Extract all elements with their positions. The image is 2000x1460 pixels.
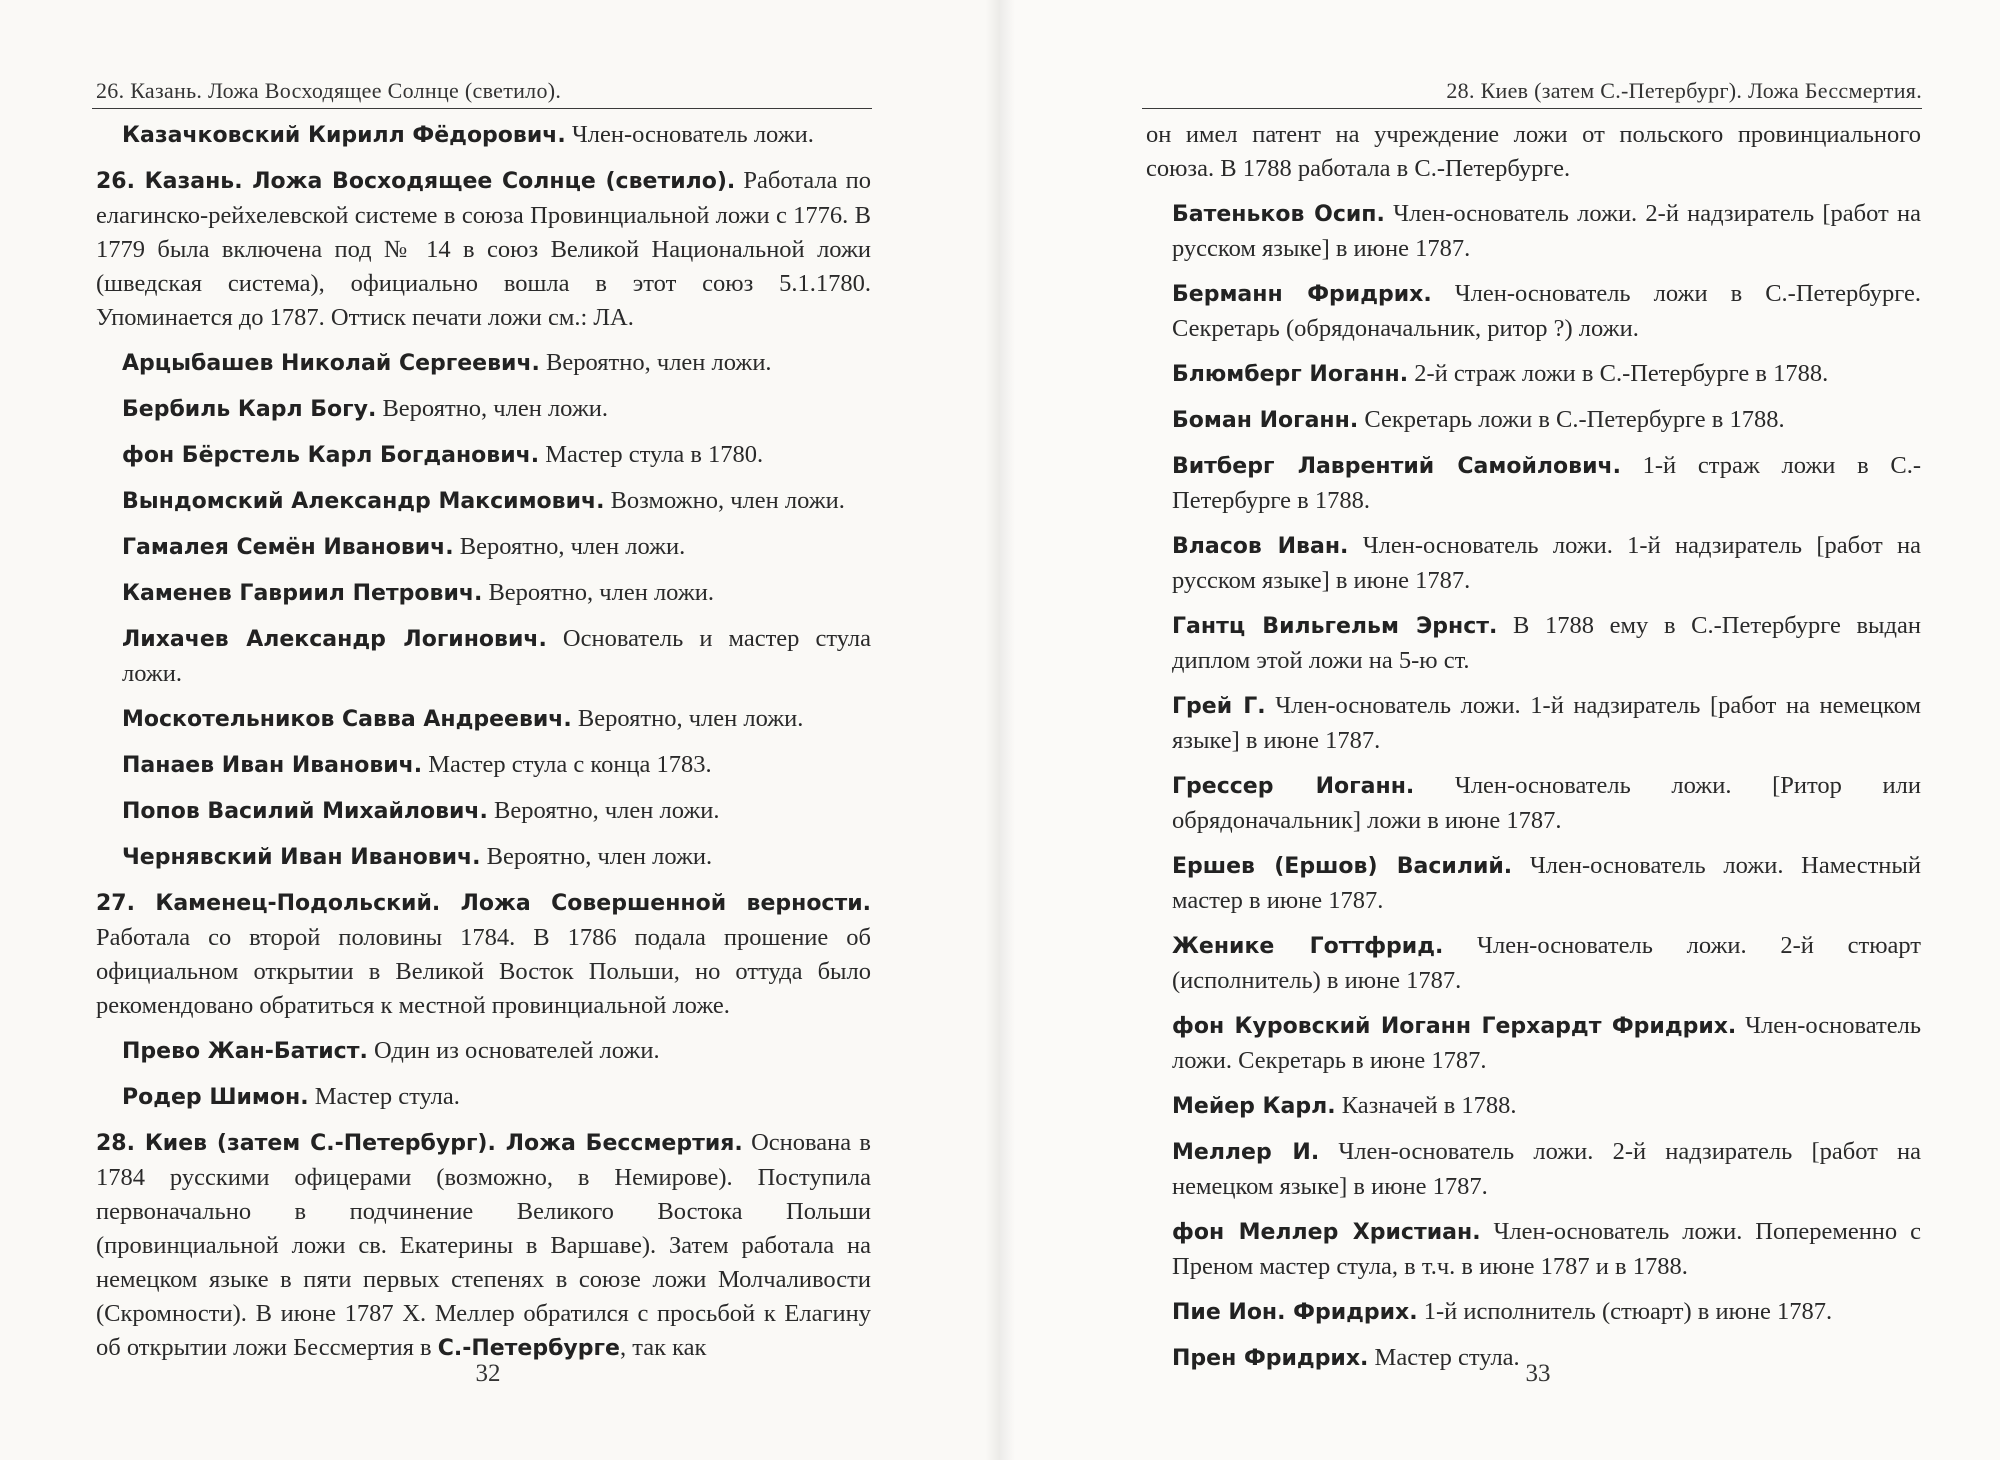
member-description: Вероятно, член ложи.: [482, 579, 714, 606]
member-description: В 1788 ему в С.-Петербурге выдан диплом этой ложи на 5-ю ст.: [1172, 612, 1921, 674]
member-entry: [1146, 689, 1921, 758]
page-number-left: 32: [475, 1360, 501, 1387]
member-name: Батеньков Осип.: [1172, 202, 1385, 227]
member-name: Блюмберг Иоганн.: [1172, 362, 1409, 387]
lodge-description-tail: , так как: [619, 1334, 707, 1361]
emphasized-text: С.-Петербурге: [437, 1336, 620, 1361]
member-entry: [96, 702, 871, 737]
member-entry: [1146, 1089, 1921, 1124]
member-entry: [1146, 929, 1921, 998]
running-head-left: 26. Казань. Ложа Восходящее Солнце (светило).: [96, 78, 562, 103]
member-name: Прево Жан-Батист.: [122, 1039, 368, 1064]
member-description: Член-основатель ложи. [Ритор или обрядоначальник] ложи в июне 1787.: [1172, 772, 1921, 834]
member-description: Возможно, член ложи.: [604, 487, 845, 514]
member-description: Вероятно, член ложи.: [487, 797, 720, 824]
member-entry: [1146, 1009, 1921, 1078]
member-entry: [96, 794, 871, 829]
lodge-description: Основана в 1784 русскими офицерами (возможно, в Немирове). Поступила первоначально в подчинение Великого Востока Польши (провинциальной ложи св. Екатерины в Варшаве). Затем работала на немецком языке в пяти первых степенях в союзе ложи Молчаливости (Скромности). В июне 1787 Х. Меллер обратился с просьбой к Елагину об открытии ложи Бессмертия в: [96, 1129, 871, 1361]
member-entry: [96, 748, 871, 783]
member-name: Пие Ион. Фридрих.: [1172, 1300, 1418, 1325]
member-entry: [96, 346, 871, 381]
lodge-heading: 28. Киев (затем С.-Петербург). Ложа Бессмертия.: [96, 1131, 743, 1156]
member-name: Грессер Иоганн.: [1172, 774, 1415, 799]
member-name: Женике Готтфрид.: [1172, 934, 1444, 959]
running-head-right: 28. Киев (затем С.-Петербург). Ложа Бессмертия.: [1446, 78, 1922, 103]
member-entry: [1146, 1295, 1921, 1330]
member-description: Вероятно, член ложи.: [539, 349, 772, 376]
member-name: Меллер И.: [1172, 1140, 1320, 1165]
member-name: Берманн Фридрих.: [1172, 282, 1432, 307]
lodge-entry: [96, 164, 871, 335]
member-name: Гантц Вильгельм Эрнст.: [1172, 614, 1498, 639]
member-entry: [96, 530, 871, 565]
member-description: Член-основатель ложи. Попеременно с Преном мастер стула, в т.ч. в июне 1787 и в 1788.: [1172, 1218, 1921, 1280]
member-name: Чернявский Иван Иванович.: [122, 845, 481, 870]
member-description: Мастер стула.: [308, 1083, 460, 1110]
member-name: Витберг Лаврентий Самойлович.: [1172, 454, 1621, 479]
member-entry: [1146, 1215, 1921, 1284]
member-name: фон Меллер Христиан.: [1172, 1220, 1481, 1245]
member-description: Член-основатель ложи. 1-й надзиратель [работ на русском языке] в июне 1787.: [1172, 532, 1921, 594]
member-entry: [96, 118, 871, 153]
member-description: Член-основатель ложи в С.-Петербурге. Секретарь (обрядоначальник, ритор ?) ложи.: [1172, 280, 1921, 342]
member-description: Мастер стула с конца 1783.: [422, 751, 712, 778]
member-entry: [1146, 403, 1921, 438]
member-description: Вероятно, член ложи.: [480, 843, 713, 870]
member-description: Член-основатель ложи. Наместный мастер в июне 1787.: [1172, 852, 1921, 914]
member-entry: [1146, 609, 1921, 678]
header-rule-right: [1142, 108, 1922, 109]
member-entry: [1146, 849, 1921, 918]
member-description: Мастер стула.: [1368, 1344, 1520, 1371]
member-name: Арцыбашев Николай Сергеевич.: [122, 351, 540, 376]
member-entry: [96, 622, 871, 691]
member-description: 2-й страж ложи в С.-Петербурге в 1788.: [1408, 360, 1829, 387]
member-entry: [1146, 529, 1921, 598]
member-name: Боман Иоганн.: [1172, 408, 1359, 433]
page-number-right: 33: [1525, 1360, 1551, 1387]
member-description: Член-основатель ложи. 2-й надзиратель [работ на русском языке] в июне 1787.: [1172, 200, 1921, 262]
member-description: Основатель и мастер стула ложи.: [122, 625, 871, 687]
lodge-description: Работала со второй половины 1784. В 1786 подала прошение об официальном открытии в Великой Восток Польши, но оттуда было рекомендовано обратиться к местной провинциальной ложе.: [96, 924, 871, 1019]
member-entry: [1146, 1135, 1921, 1204]
continued-paragraph: он имел патент на учреждение ложи от польского провинциального союза. В 1788 работала в С.-Петербурге.: [1146, 121, 1921, 182]
member-name: Казачковский Кирилл Фёдорович.: [122, 123, 566, 148]
right-page-body: [1146, 118, 1921, 1387]
member-entry: [1146, 277, 1921, 346]
member-name: Власов Иван.: [1172, 534, 1349, 559]
member-description: Вероятно, член ложи.: [453, 533, 686, 560]
member-description: Член-основатель ложи. 1-й надзиратель [работ на немецком языке] в июне 1787.: [1172, 692, 1921, 754]
member-entry: [96, 1080, 871, 1115]
book-gutter: [985, 0, 1015, 1460]
member-name: Ершев (Ершов) Василий.: [1172, 854, 1513, 879]
left-page-body: [96, 118, 871, 1377]
member-entry: [96, 484, 871, 519]
member-entry: [1146, 769, 1921, 838]
lodge-entry: [96, 886, 871, 1023]
member-name: фон Куровский Иоганн Герхардт Фридрих.: [1172, 1014, 1737, 1039]
member-name: Вындомский Александр Максимович.: [122, 489, 605, 514]
member-description: Член-основатель ложи.: [565, 121, 814, 148]
member-name: Родер Шимон.: [122, 1085, 309, 1110]
member-name: Мейер Карл.: [1172, 1094, 1336, 1119]
member-entry: [96, 840, 871, 875]
member-description: Казначей в 1788.: [1335, 1092, 1517, 1119]
member-entry: [1146, 449, 1921, 518]
lodge-heading: 26. Казань. Ложа Восходящее Солнце (светило).: [96, 169, 736, 194]
member-name: Попов Василий Михайлович.: [122, 799, 488, 824]
member-name: Бербиль Карл Богу.: [122, 397, 377, 422]
member-name: Каменев Гавриил Петрович.: [122, 581, 483, 606]
lodge-entry: [96, 1126, 871, 1366]
member-name: Панаев Иван Иванович.: [122, 753, 423, 778]
member-description: 1-й исполнитель (стюарт) в июне 1787.: [1417, 1298, 1833, 1325]
member-description: Вероятно, член ложи.: [571, 705, 804, 732]
member-entry: [96, 392, 871, 427]
member-name: фон Бёрстель Карл Богданович.: [122, 443, 540, 468]
member-entry: [1146, 357, 1921, 392]
member-name: Лихачев Александр Логинович.: [122, 627, 547, 652]
lodge-description: Работала по елагинско-рейхелевской системе в союза Провинциальной ложи с 1776. В 1779 была включена под № 14 в союз Великой Национальной ложи (шведская система), официально вошла в этот союз 5.1.1780. Упоминается до 1787. Оттиск печати ложи см.: ЛА.: [96, 167, 871, 331]
member-name: Гамалея Семён Иванович.: [122, 535, 454, 560]
member-description: Секретарь ложи в С.-Петербурге в 1788.: [1358, 406, 1785, 433]
header-rule-left: [92, 108, 872, 109]
member-description: 1-й страж ложи в С.-Петербурге в 1788.: [1172, 452, 1921, 514]
member-name: Прен Фридрих.: [1172, 1346, 1369, 1371]
member-description: Мастер стула в 1780.: [539, 441, 764, 468]
member-entry: [1146, 197, 1921, 266]
lodge-heading: 27. Каменец-Подольский. Ложа Совершенной верности.: [96, 891, 871, 916]
member-entry: [96, 438, 871, 473]
member-description: Член-основатель ложи. 2-й стюарт (исполнитель) в июне 1787.: [1172, 932, 1921, 994]
member-description: Член-основатель ложи. 2-й надзиратель [работ на немецком языке] в июне 1787.: [1172, 1138, 1921, 1200]
right-page: [1000, 0, 2000, 1460]
member-name: Грей Г.: [1172, 694, 1266, 719]
member-description: Один из основателей ложи.: [367, 1037, 660, 1064]
member-name: Москотельников Савва Андреевич.: [122, 707, 572, 732]
member-description: Член-основатель ложи. Секретарь в июне 1787.: [1172, 1012, 1921, 1074]
member-entry: [96, 576, 871, 611]
member-entry: [96, 1034, 871, 1069]
member-description: Вероятно, член ложи.: [376, 395, 608, 422]
